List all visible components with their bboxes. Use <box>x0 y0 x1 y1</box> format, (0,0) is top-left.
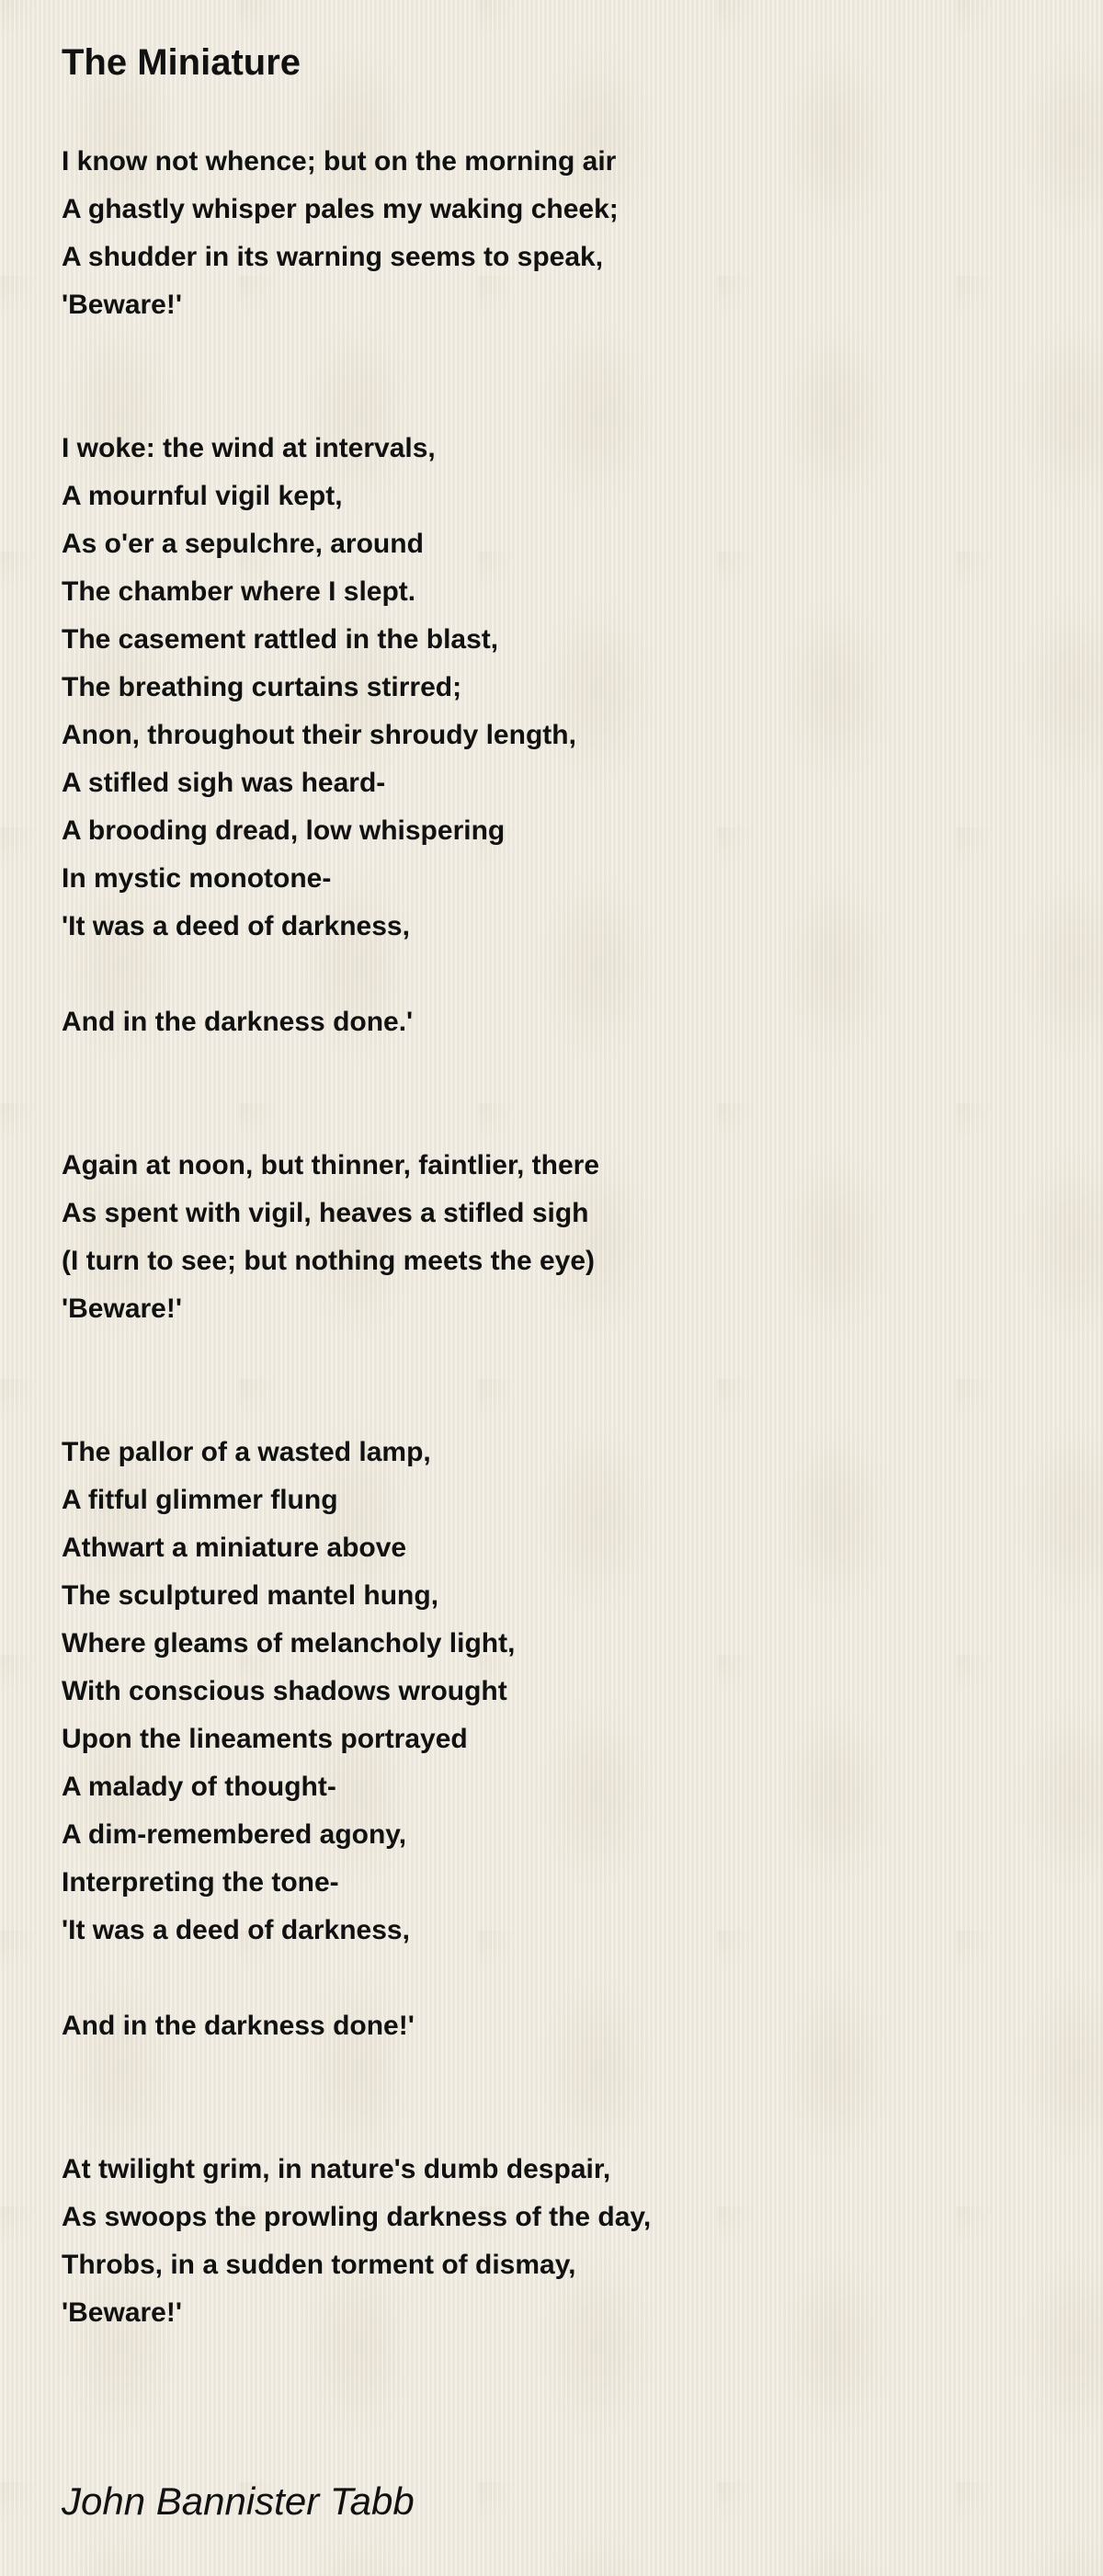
poem-line: With conscious shadows wrought <box>62 1676 507 1706</box>
poem-line: As spent with vigil, heaves a stifled sigh <box>62 1198 589 1228</box>
poem-line: A stifled sigh was heard- <box>62 768 386 798</box>
stanza-6 <box>62 2002 1054 2050</box>
poem-line: Anon, throughout their shroudy length, <box>62 720 576 750</box>
poem-line: Where gleams of melancholy light, <box>62 1628 516 1658</box>
poem-line: The casement rattled in the blast, <box>62 624 499 655</box>
stanza-7 <box>62 2146 1054 2337</box>
poem-line: A malady of thought- <box>62 1772 336 1802</box>
poem-line: The chamber where I slept. <box>62 576 416 607</box>
poem-line: The sculptured mantel hung, <box>62 1580 439 1611</box>
poem-line: 'It was a deed of darkness, <box>62 1915 410 1945</box>
poem-line: Throbs, in a sudden torment of dismay, <box>62 2250 576 2280</box>
poem-line: Again at noon, but thinner, faintlier, there <box>62 1150 600 1180</box>
poem-line: As swoops the prowling darkness of the day, <box>62 2202 652 2232</box>
poem-line: (I turn to see; but nothing meets the eye) <box>62 1246 596 1276</box>
poem-line: A ghastly whisper pales my waking cheek; <box>62 194 619 224</box>
poem-line: The breathing curtains stirred; <box>62 672 462 702</box>
poem-line: I know not whence; but on the morning air <box>62 146 617 177</box>
poem-line: 'Beware!' <box>62 1294 182 1324</box>
stanza-gap <box>62 1955 1054 2002</box>
stanza-5 <box>62 1429 1054 1955</box>
poem-line: In mystic monotone- <box>62 863 332 894</box>
poem-line: And in the darkness done!' <box>62 2011 415 2041</box>
poem-title: The Miniature <box>62 42 301 83</box>
poem-line: 'Beware!' <box>62 290 182 320</box>
poem-line: As o'er a sepulchre, around <box>62 529 424 559</box>
stanza-gap <box>62 951 1054 998</box>
stanza-gap <box>62 2050 1054 2146</box>
poem-body <box>62 138 1054 2337</box>
stanza-gap <box>62 1046 1054 1142</box>
poem-line: A shudder in its warning seems to speak, <box>62 242 604 272</box>
poem-line: Interpreting the tone- <box>62 1867 339 1898</box>
poem-line: A brooding dread, low whispering <box>62 815 506 846</box>
stanza-2 <box>62 425 1054 951</box>
poem-line: The pallor of a wasted lamp, <box>62 1437 431 1467</box>
poem-line: 'It was a deed of darkness, <box>62 911 410 941</box>
poem-line: 'Beware!' <box>62 2297 182 2328</box>
poem-line: A fitful glimmer flung <box>62 1485 338 1515</box>
poem-line: Upon the lineaments portrayed <box>62 1724 468 1754</box>
stanza-4 <box>62 1142 1054 1333</box>
poem-line: Athwart a miniature above <box>62 1533 407 1563</box>
poem-author: John Bannister Tabb <box>62 2479 415 2523</box>
stanza-1 <box>62 138 1054 329</box>
stanza-3 <box>62 998 1054 1046</box>
poem-line: I woke: the wind at intervals, <box>62 433 436 463</box>
poem-line: A dim-remembered agony, <box>62 1819 407 1850</box>
stanza-gap <box>62 1333 1054 1429</box>
poem-line: A mournful vigil kept, <box>62 481 343 511</box>
poem-page <box>62 39 1054 2328</box>
poem-line: And in the darkness done.' <box>62 1007 414 1037</box>
stanza-gap <box>62 329 1054 425</box>
poem-line: At twilight grim, in nature's dumb despair, <box>62 2154 611 2184</box>
